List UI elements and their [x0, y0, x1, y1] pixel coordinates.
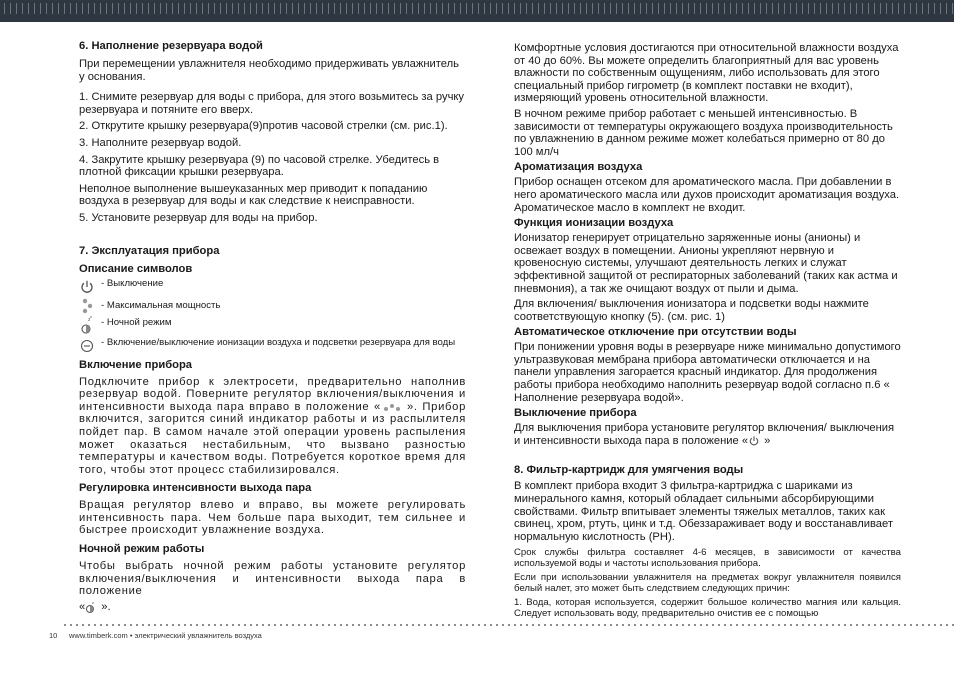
banner-tick — [184, 3, 185, 14]
banner-tick — [676, 3, 677, 14]
banner-tick — [634, 3, 635, 14]
banner-tick — [892, 3, 893, 14]
banner-tick — [406, 3, 407, 14]
banner-tick — [124, 3, 125, 14]
banner-tick — [796, 3, 797, 14]
banner-tick — [640, 3, 641, 14]
night-mode-inline-icon — [85, 600, 101, 614]
banner-tick — [256, 3, 257, 14]
banner-tick — [364, 3, 365, 14]
banner-tick — [700, 3, 701, 14]
banner-tick — [142, 3, 143, 14]
banner-tick — [850, 3, 851, 14]
svg-text:z: z — [88, 316, 91, 323]
banner-tick — [868, 3, 869, 14]
banner-tick — [64, 3, 65, 14]
banner-tick — [346, 3, 347, 14]
banner-tick — [280, 3, 281, 14]
banner-tick — [460, 3, 461, 14]
banner-tick — [82, 3, 83, 14]
banner-tick — [646, 3, 647, 14]
banner-tick — [574, 3, 575, 14]
banner-tick — [820, 3, 821, 14]
symbol-power-label: - Выключение — [101, 277, 164, 289]
banner-tick — [952, 3, 953, 14]
banner-tick — [322, 3, 323, 14]
banner-tick — [610, 3, 611, 14]
banner-tick — [424, 3, 425, 14]
footer-site-text: www.timberk.com • электрический увлажнитель воздуха — [69, 631, 262, 640]
banner-tick — [694, 3, 695, 14]
power-inline-icon — [748, 435, 764, 447]
banner-tick — [22, 3, 23, 14]
banner-tick — [730, 3, 731, 14]
banner-tick — [658, 3, 659, 14]
switch-off-paragraph — [514, 422, 901, 447]
night-quote-close: ». — [101, 600, 111, 613]
banner-tick — [652, 3, 653, 14]
banner-tick — [430, 3, 431, 14]
banner-tick — [130, 3, 131, 14]
banner-tick — [706, 3, 707, 14]
s6-paragraph-5: 4. Закрутите крышку резервуара (9) по часовой стрелке. Убедитесь в плотной фиксации крышки резервуара. — [79, 153, 440, 179]
symbol-ion-row — [79, 338, 466, 354]
banner-tick — [334, 3, 335, 14]
banner-tick — [448, 3, 449, 14]
banner-tick — [604, 3, 605, 14]
banner-tick — [466, 3, 467, 14]
banner-tick — [454, 3, 455, 14]
banner-tick — [580, 3, 581, 14]
banner-tick — [244, 3, 245, 14]
banner-tick — [388, 3, 389, 14]
banner-tick — [496, 3, 497, 14]
ionization-paragraph-1: Ионизатор генерирует отрицательно заряженные ионы (анионы) и освежает воздух в помещении. Анионы укрепляют нервную и кровеносную системы, улучшают деятельность легких и служат эффективной защитой от респираторных заболеваний (таких как астма и пневмония), а так же очищают воздух от пыли и дыма. — [514, 232, 898, 295]
banner-tick — [418, 3, 419, 14]
banner-tick — [220, 3, 221, 14]
symbol-night-label: - Ночной режим — [101, 316, 172, 328]
banner-tick — [178, 3, 179, 14]
banner-tick — [34, 3, 35, 14]
banner-tick — [628, 3, 629, 14]
symbols-title: Описание символов — [79, 262, 193, 275]
banner-tick — [136, 3, 137, 14]
banner-tick — [808, 3, 809, 14]
filter-paragraph-3: Если при использовании увлажнителя на предметах вокруг увлажнителя появился белый налет, это может быть следствием следующих причин: — [514, 572, 901, 595]
s6-paragraph-3: 2. Открутите крышку резервуара(9)против часовой стрелки (см. рис.1). — [79, 120, 448, 133]
banner-tick — [208, 3, 209, 14]
symbol-max-label: - Максимальная мощность — [101, 299, 221, 311]
filter-paragraph-2: Срок службы фильтра составляет 4-6 месяцев, в зависимости от качества используемой воды и частоты использования прибора. — [514, 547, 901, 570]
ionization-title: Функция ионизации воздуха — [514, 217, 674, 230]
banner-tick — [940, 3, 941, 14]
svg-text:z: z — [90, 314, 92, 319]
aroma-title: Ароматизация воздуха — [514, 161, 643, 174]
night-mode-title: Ночной режим работы — [79, 543, 205, 556]
banner-tick — [844, 3, 845, 14]
aroma-paragraph: Прибор оснащен отсеком для ароматического масла. При добавлении в него ароматического масла или духов происходит ароматизация воздуха. Ароматическое масло в комплект не входит. — [514, 176, 900, 214]
footer-dotted-rule — [62, 624, 954, 626]
banner-tick — [520, 3, 521, 14]
banner-tick — [436, 3, 437, 14]
max-power-icon — [79, 297, 101, 315]
left-column — [79, 40, 466, 614]
banner-tick — [76, 3, 77, 14]
banner-tick — [832, 3, 833, 14]
banner-tick — [370, 3, 371, 14]
banner-tick — [304, 3, 305, 14]
banner-tick — [46, 3, 47, 14]
section-6-title: 6. Наполнение резервуара водой — [79, 40, 263, 52]
banner-tick — [28, 3, 29, 14]
switch-on-title: Включение прибора — [79, 358, 192, 371]
switch-off-text-a: Для выключения прибора установите регулятор включения/ выключения и интенсивности выхода пара в положение « — [514, 422, 895, 447]
banner-tick — [160, 3, 161, 14]
banner-tick — [472, 3, 473, 14]
banner-tick — [874, 3, 875, 14]
banner-tick — [682, 3, 683, 14]
banner-tick — [112, 3, 113, 14]
banner-tick — [274, 3, 275, 14]
banner-tick — [292, 3, 293, 14]
regulation-title: Регулировка интенсивности выхода пара — [79, 482, 312, 495]
banner-tick — [886, 3, 887, 14]
s6-paragraph-1: При перемещении увлажнителя необходимо придерживать увлажнитель у основания. — [79, 58, 459, 83]
banner-tick — [556, 3, 557, 14]
banner-tick — [778, 3, 779, 14]
banner-tick — [760, 3, 761, 14]
banner-tick — [592, 3, 593, 14]
right-column — [514, 40, 901, 619]
banner-tick — [526, 3, 527, 14]
switch-off-title: Выключение прибора — [514, 407, 637, 420]
night-quote-open: « — [79, 600, 86, 613]
switch-off-text-b: » — [764, 434, 771, 447]
banner-tick — [70, 3, 71, 14]
banner-tick — [250, 3, 251, 14]
banner-tick — [10, 3, 11, 14]
banner-tick — [514, 3, 515, 14]
banner-tick — [382, 3, 383, 14]
banner-tick — [172, 3, 173, 14]
banner-tick — [268, 3, 269, 14]
banner-tick — [724, 3, 725, 14]
banner-tick — [340, 3, 341, 14]
banner-tick — [478, 3, 479, 14]
banner-tick — [616, 3, 617, 14]
banner-tick — [736, 3, 737, 14]
banner-tick — [352, 3, 353, 14]
banner-tick — [910, 3, 911, 14]
banner-tick — [838, 3, 839, 14]
switch-on-paragraph — [79, 376, 466, 477]
banner-tick — [598, 3, 599, 14]
banner-tick — [856, 3, 857, 14]
banner-tick — [532, 3, 533, 14]
banner-tick — [58, 3, 59, 14]
banner-tick — [544, 3, 545, 14]
banner-tick — [772, 3, 773, 14]
banner-tick — [310, 3, 311, 14]
banner-tick — [226, 3, 227, 14]
s6-paragraph-6: Неполное выполнение вышеуказанных мер приводит к попаданию воздуха в резервуар для воды и как следствие к неисправности. — [79, 182, 428, 208]
s6-paragraph-7: 5. Установите резервуар для воды на прибор. — [79, 211, 318, 224]
banner-tick — [880, 3, 881, 14]
banner-tick — [946, 3, 947, 14]
banner-tick — [664, 3, 665, 14]
comfort-paragraph: Комфортные условия достигаются при относительной влажности воздуха от 40 до 60%. Вы можете определить благоприятный для вас уровень влажности по собственным ощущениям, либо использовать для этого специальный прибор гигрометр (в комплект поставки не входит), измеряющий уровень относительной влажности. — [514, 42, 899, 105]
banner-tick — [916, 3, 917, 14]
banner-tick — [742, 3, 743, 14]
banner-tick — [394, 3, 395, 14]
banner-tick — [538, 3, 539, 14]
banner-tick — [262, 3, 263, 14]
banner-tick — [214, 3, 215, 14]
banner-tick — [316, 3, 317, 14]
banner-tick — [328, 3, 329, 14]
switch-on-text-b: ». Прибор включится, загорится синий индикатор работы и из распылителя пойдет пар. В самом начале этой операции уровень распыления может оказаться нестабильным, что вызвано разностью температуры и качеством воды. Потребуется короткое время для того, чтобы этот процесс стабилизировался. — [79, 400, 466, 476]
banner-tick — [802, 3, 803, 14]
banner-tick — [754, 3, 755, 14]
banner-tick — [358, 3, 359, 14]
banner-tick — [784, 3, 785, 14]
banner-tick — [568, 3, 569, 14]
symbol-ion-label: - Включение/выключение ионизации воздуха и подсветки резервуара для воды — [101, 336, 456, 348]
banner-tick — [934, 3, 935, 14]
symbol-power-row — [79, 279, 466, 295]
s6-paragraph-2: 1. Снимите резервуар для воды с прибора, для этого возьмитесь за ручку резервуара и потяните его вверх. — [79, 91, 465, 116]
banner-tick — [502, 3, 503, 14]
banner-tick — [166, 3, 167, 14]
banner-tick — [40, 3, 41, 14]
banner-tick — [154, 3, 155, 14]
banner-tick — [712, 3, 713, 14]
banner-tick — [298, 3, 299, 14]
banner-tick — [100, 3, 101, 14]
banner-tick — [586, 3, 587, 14]
section-7-title: 7. Эксплуатация прибора — [79, 244, 220, 257]
banner-tick — [670, 3, 671, 14]
banner-tick — [748, 3, 749, 14]
ionization-paragraph-2: Для включения/ выключения ионизатора и подсветки воды нажмите соответствующую кнопку (5). (см. рис. 1) — [514, 298, 869, 323]
symbol-max-row — [79, 297, 466, 315]
banner-tick — [718, 3, 719, 14]
filter-paragraph-1: В комплект прибора входит 3 фильтра-картриджа с шариками из минерального камня, который обладает сильными абсорбирующими свойствами. Фильтр впитывает элементы тяжелых металлов, таких как свинец, хром, ртуть, цинк и т.д. Обеззараживает воду и восстанавливает нормальную кислотность (PH). — [514, 480, 893, 543]
symbol-night-row — [79, 315, 466, 335]
banner-tick — [202, 3, 203, 14]
banner-tick — [550, 3, 551, 14]
banner-tick — [442, 3, 443, 14]
banner-tick — [52, 3, 53, 14]
night-mode-icon — [79, 315, 101, 335]
banner-tick — [928, 3, 929, 14]
banner-tick — [94, 3, 95, 14]
banner-tick — [490, 3, 491, 14]
max-power-inline-icon — [381, 402, 407, 412]
s6-paragraph-4: 3. Наполните резервуар водой. — [79, 136, 242, 149]
power-icon — [79, 279, 101, 295]
banner-tick — [904, 3, 905, 14]
night-mode-paragraph: Чтобы выбрать ночной режим работы установите регулятор включения/выключения и интенсивности выхода пара в положение — [79, 560, 466, 598]
banner-tick — [766, 3, 767, 14]
banner-tick — [88, 3, 89, 14]
banner-tick — [400, 3, 401, 14]
auto-off-paragraph: При понижении уровня воды в резервуаре ниже минимально допустимого ультразвуковая мембрана прибора автоматически отключается и на панели управления загорается красный индикатор. Для продолжения работы прибора необходимо наполнить резервуар водой согласно п.6 « Наполнение резервуара водой». — [514, 341, 901, 404]
filter-paragraph-4: 1. Вода, которая используется, содержит большое количество магния или кальция. Следует использовать воду, предварительно очистив ее с помощью — [514, 597, 901, 620]
banner-tick — [922, 3, 923, 14]
page-number: 10 — [49, 631, 58, 640]
banner-tick — [898, 3, 899, 14]
banner-tick — [562, 3, 563, 14]
regulation-paragraph: Вращая регулятор влево и вправо, вы можете регулировать интенсивность пара. Чем больше пара выходит, тем сильнее и быстрее происходит увлажнение воздуха. — [79, 499, 466, 537]
banner-tick — [238, 3, 239, 14]
banner-tick — [790, 3, 791, 14]
banner-tick — [484, 3, 485, 14]
banner-tick — [622, 3, 623, 14]
ionizer-icon — [79, 338, 101, 354]
banner-tick — [688, 3, 689, 14]
banner-tick — [286, 3, 287, 14]
night-intensity-paragraph: В ночном режиме прибор работает с меньшей интенсивностью. В зависимости от температуры окружающего воздуха производительность по увлажнению в данном режиме может колебаться примерно от 80 до 100 мл/ч — [514, 107, 893, 158]
top-banner — [0, 0, 954, 22]
night-mode-position — [79, 600, 466, 614]
banner-tick — [16, 3, 17, 14]
switch-on-text-a: Подключите прибор к электросети, предварительно наполнив резервуар водой. Поверните регулятор включения/выключения и интенсивности выхода пара вправо в положение « — [79, 375, 466, 413]
section-8-title: 8. Фильтр-картридж для умягчения воды — [514, 464, 744, 477]
banner-tick — [118, 3, 119, 14]
svg-text:z: z — [92, 599, 95, 605]
banner-tick — [4, 3, 5, 14]
banner-tick — [376, 3, 377, 14]
banner-tick — [232, 3, 233, 14]
auto-off-title: Автоматическое отключение при отсутствии воды — [514, 326, 797, 339]
banner-tick — [148, 3, 149, 14]
banner-tick — [814, 3, 815, 14]
banner-tick — [190, 3, 191, 14]
banner-tick — [412, 3, 413, 14]
banner-tick — [508, 3, 509, 14]
banner-tick — [196, 3, 197, 14]
banner-tick — [106, 3, 107, 14]
banner-tick — [862, 3, 863, 14]
banner-tick — [826, 3, 827, 14]
